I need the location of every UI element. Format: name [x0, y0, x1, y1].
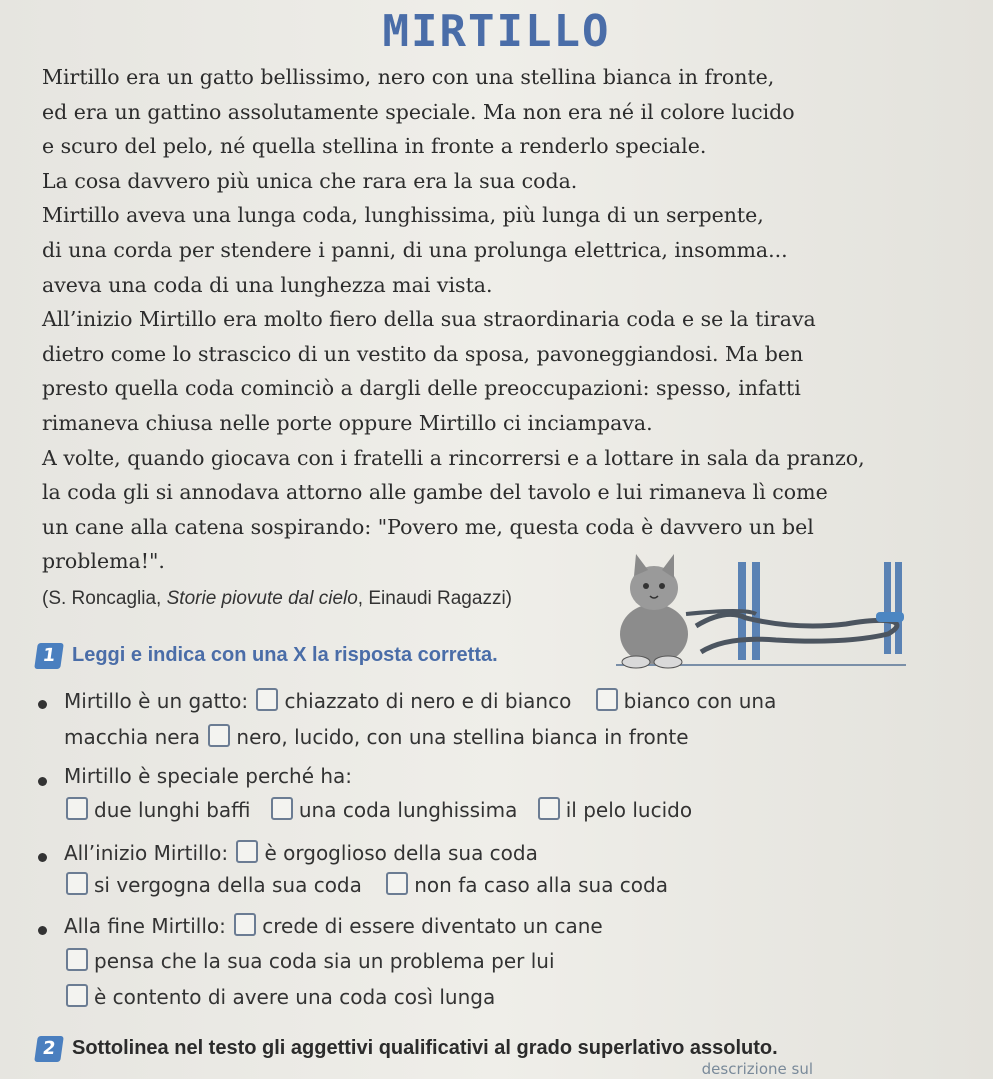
story-line: ed era un gattino assolutamente speciale. Ma non era né il colore lucido [42, 99, 795, 124]
source-citation [42, 588, 512, 610]
answer-option: pensa che la sua coda sia un problema per lui [94, 949, 555, 973]
cat-illustration-icon [606, 548, 906, 670]
question-prompt: Alla fine Mirtillo: [64, 914, 226, 938]
question-3-line-1 [64, 840, 538, 865]
story-line: un cane alla catena sospirando: "Povero me, questa coda è davvero un bel [42, 514, 814, 539]
checkbox[interactable] [271, 797, 293, 820]
question-4-line-1 [64, 913, 603, 938]
answer-option: nero, lucido, con una stellina bianca in fronte [236, 725, 689, 749]
answer-option: bianco con una [623, 689, 777, 713]
answer-option: non fa caso alla sua coda [414, 873, 668, 897]
exercise-number-badge: 2 [34, 1036, 64, 1062]
next-section-fragment: descrizione sul [701, 1060, 813, 1078]
story-line: dietro come lo strascico di un vestito da sposa, pavoneggiandosi. Ma ben [42, 341, 804, 366]
exercise-2-text: Sottolinea nel testo gli aggettivi qualificativi al grado superlativo assoluto. [72, 1037, 778, 1059]
exercise-2-instruction [36, 1036, 778, 1062]
question-1-line-1 [64, 688, 776, 713]
answer-option: chiazzato di nero e di bianco [284, 689, 572, 713]
story-line: A volte, quando giocava con i fratelli a rincorrersi e a lottare in sala da pranzo, [42, 445, 865, 470]
source-author: (S. Roncaglia, [42, 588, 167, 609]
story-line: problema!". [42, 549, 165, 574]
story-line: rimaneva chiusa nelle porte oppure Mirtillo ci inciampava. [42, 410, 653, 435]
story-line: Mirtillo aveva una lunga coda, lunghissima, più lunga di un serpente, [42, 203, 764, 228]
question-1-line-2 [64, 724, 689, 749]
question-4-line-2 [64, 948, 555, 973]
bullet [38, 926, 47, 935]
exercise-number-badge: 1 [34, 643, 64, 669]
question-prompt: Mirtillo è un gatto: [64, 689, 249, 713]
checkbox[interactable] [596, 688, 618, 711]
story-line: All’inizio Mirtillo era molto fiero della sua straordinaria coda e se la tirava [42, 307, 816, 332]
exercise-1-instruction [36, 643, 498, 669]
bullet [38, 777, 47, 786]
checkbox[interactable] [256, 688, 278, 711]
story-line: e scuro del pelo, né quella stellina in fronte a renderlo speciale. [42, 134, 707, 159]
bullet [38, 700, 47, 709]
checkbox[interactable] [386, 872, 408, 895]
answer-option: crede di essere diventato un cane [262, 914, 603, 938]
answer-option: si vergogna della sua coda [94, 873, 362, 897]
story-line: Mirtillo era un gatto bellissimo, nero con una stellina bianca in fronte, [42, 65, 775, 89]
bullet [38, 853, 47, 862]
page-title: MIRTILLO [382, 6, 611, 57]
question-2-prompt: Mirtillo è speciale perché ha: [64, 764, 353, 788]
checkbox[interactable] [208, 724, 230, 747]
answer-option: due lunghi baffi [94, 798, 251, 822]
question-prompt: All’inizio Mirtillo: [64, 841, 229, 865]
question-3-line-2 [64, 872, 668, 897]
checkbox[interactable] [66, 948, 88, 971]
answer-option-continued: macchia nera [64, 725, 201, 749]
story-line: aveva una coda di una lunghezza mai vista. [42, 272, 493, 297]
checkbox[interactable] [66, 872, 88, 895]
exercise-1-text: Leggi e indica con una X la risposta corretta. [72, 644, 498, 666]
source-publisher: , Einaudi Ragazzi) [357, 588, 512, 609]
checkbox[interactable] [66, 797, 88, 820]
question-2-options [64, 797, 692, 822]
checkbox[interactable] [538, 797, 560, 820]
story-line: presto quella coda cominciò a dargli delle preoccupazioni: spesso, infatti [42, 376, 801, 401]
answer-option: è contento di avere una coda così lunga [94, 985, 496, 1009]
question-4-line-3 [64, 984, 495, 1009]
checkbox[interactable] [66, 984, 88, 1007]
story-line: di una corda per stendere i panni, di una prolunga elettrica, insomma... [42, 237, 788, 262]
story-line: la coda gli si annodava attorno alle gambe del tavolo e lui rimaneva lì come [42, 480, 828, 505]
story-text [42, 60, 922, 579]
answer-option: una coda lunghissima [298, 798, 518, 822]
checkbox[interactable] [236, 840, 258, 863]
source-book-title: Storie piovute dal cielo [166, 588, 358, 609]
answer-option: il pelo lucido [565, 798, 693, 822]
story-line: La cosa davvero più unica che rara era la sua coda. [42, 168, 578, 193]
answer-option: è orgoglioso della sua coda [264, 841, 538, 865]
checkbox[interactable] [234, 913, 256, 936]
